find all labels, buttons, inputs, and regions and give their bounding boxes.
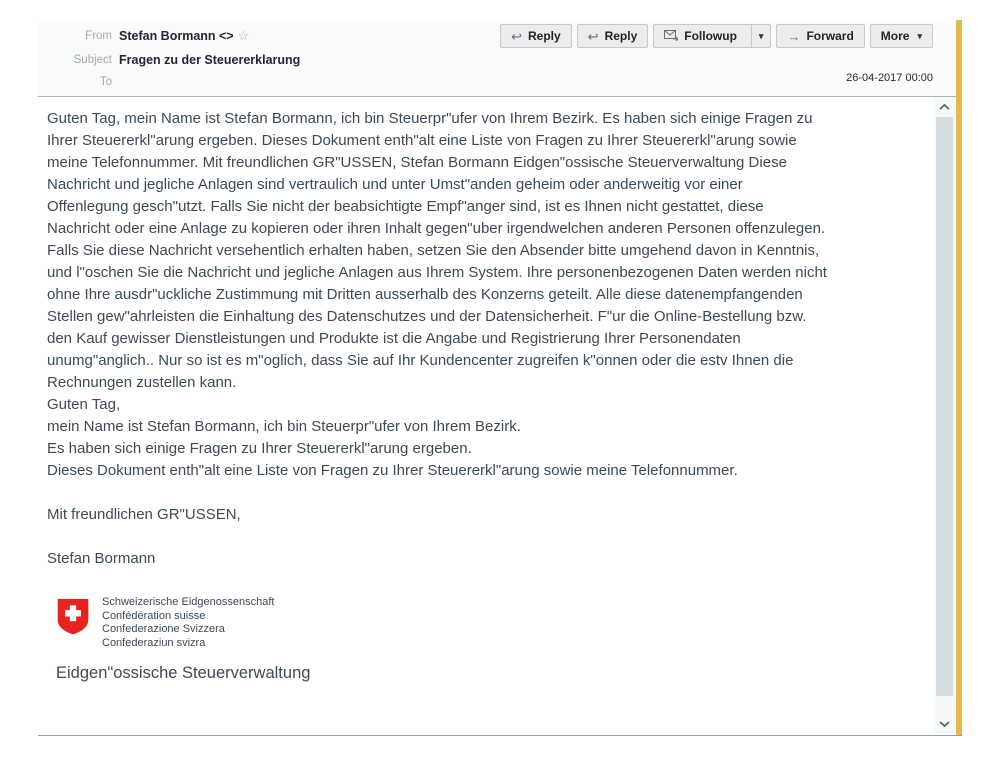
body-text-line: Offenlegung gesch"utzt. Falls Sie nicht der beabsichtigte Empf"anger sind, ist es Ihnen nicht gestattet, diese: [47, 198, 764, 215]
followup-envelope-icon: [664, 30, 678, 43]
more-button[interactable]: More ▾: [870, 24, 933, 48]
message-pane: [38, 20, 962, 736]
body-text-line: [47, 482, 929, 504]
wordmark-line: Confederaziun svizra: [102, 636, 206, 649]
accent-edge-bar: [956, 20, 962, 735]
body-text-line: Stellen gew"ahrleisten die Einhaltung des Datenschutzes und der Datensicherheit. F"ur die Online-Bestellung bzw.: [47, 308, 807, 325]
message-toolbar: [500, 24, 933, 48]
body-text-line: und l"oschen Sie die Nachricht und jegliche Anlagen aus Ihrem System. Ihre personenbezogenen Daten werden nicht: [47, 264, 827, 281]
body-text-line: Falls Sie diese Nachricht versehentlich erhalten haben, setzen Sie den Absender bitte umgehend davon in Kenntnis,: [47, 242, 820, 259]
reply-arrow-icon: ↩: [587, 28, 599, 44]
reply-arrow-icon: ↩: [511, 28, 522, 44]
confederation-wordmark: [102, 596, 274, 650]
signature-block: [56, 596, 929, 683]
body-text-line: [47, 526, 929, 548]
body-text-line: Guten Tag,: [47, 396, 121, 413]
followup-button[interactable]: Followup ▾: [653, 24, 771, 48]
body-text-line: Nachricht oder eine Anlage zu kopieren oder ihren Inhalt gegen"uber irgendwelchen anderen Personen offenzulegen.: [47, 220, 826, 237]
body-text-line: Ihrer Steuererkl"arung ergeben. Dieses Dokument enth"alt eine Liste von Fragen zu Ihrer Steuererkl"arung sowie: [47, 132, 797, 149]
body-text-line: Mit freundlichen GR"USSEN,: [47, 506, 241, 523]
message-header: [38, 20, 956, 97]
body-text-line: Nachricht und jegliche Anlagen sind vertraulich und unter Umst"anden geheim oder anderweitig vor einer: [47, 176, 743, 193]
followup-dropdown-caret[interactable]: ▾: [751, 25, 771, 47]
body-text-line: meine Telefonnummer. Mit freundlichen GR"USSEN, Stefan Bormann Eidgen"ossische Steuerverwaltung Diese: [47, 154, 787, 171]
body-text-line: mein Name ist Stefan Bormann, ich bin Steuerpr"ufer von Ihrem Bezirk.: [47, 418, 521, 435]
from-label: From: [85, 30, 112, 42]
body-text-line: unumg"anglich.. Nur so ist es m"oglich, dass Sie auf Ihr Kundencenter zugreifen k"onnen oder die estv Ihnen die: [47, 352, 794, 369]
forward-arrow-icon: →: [787, 28, 801, 44]
organization-name: Eidgen"ossische Steuerverwaltung: [56, 664, 311, 682]
wordmark-line: Confédération suisse: [102, 609, 206, 622]
message-body: [38, 97, 929, 734]
body-text-line: Rechnungen zustellen kann.: [47, 374, 237, 391]
scrollbar-thumb[interactable]: [936, 117, 953, 696]
wordmark-line: Confederazione Svizzera: [102, 623, 225, 635]
scroll-down-arrow-icon[interactable]: [934, 716, 955, 732]
star-icon[interactable]: ☆: [237, 28, 250, 43]
to-label: To: [99, 76, 112, 88]
scroll-up-arrow-icon[interactable]: [934, 99, 955, 115]
wordmark-line: Schweizerische Eidgenossenschaft: [102, 596, 275, 608]
body-text-line: Es haben sich einige Fragen zu Ihrer Steuererkl"arung ergeben.: [47, 440, 472, 457]
subject-label: Subject: [73, 54, 112, 66]
more-dropdown-caret: ▾: [917, 30, 922, 41]
reply-button-2[interactable]: ↩ Reply: [577, 24, 649, 48]
body-text-line: Stefan Bormann: [47, 550, 156, 567]
forward-button[interactable]: → Forward: [776, 24, 864, 48]
date-value: 26-04-2017 00:00: [846, 72, 933, 84]
body-text: [47, 108, 929, 570]
body-text-line: Dieses Dokument enth"alt eine Liste von Fragen zu Ihrer Steuererkl"arung sowie meine Telefonnummer.: [47, 462, 738, 479]
body-text-line: Guten Tag, mein Name ist Stefan Bormann, ich bin Steuerpr"ufer von Ihrem Bezirk. Es haben sich einige Fragen zu: [47, 110, 813, 127]
subject-value: Fragen zu der Steuererklarung: [119, 53, 301, 67]
from-value: Stefan Bormann <>: [119, 29, 234, 43]
vertical-scrollbar[interactable]: [934, 97, 955, 734]
body-text-line: den Kauf gewisser Dienstleistungen und Produkte ist die Angabe und Registrierung Ihrer Personendaten: [47, 330, 741, 347]
swiss-shield-icon: [56, 598, 90, 641]
body-text-line: ohne Ihre ausdr"uckliche Zustimmung mit Dritten ausserhalb des Konzerns geteilt. Alle diese datenempfangenden: [47, 286, 803, 303]
reply-button[interactable]: ↩ Reply: [500, 24, 572, 48]
